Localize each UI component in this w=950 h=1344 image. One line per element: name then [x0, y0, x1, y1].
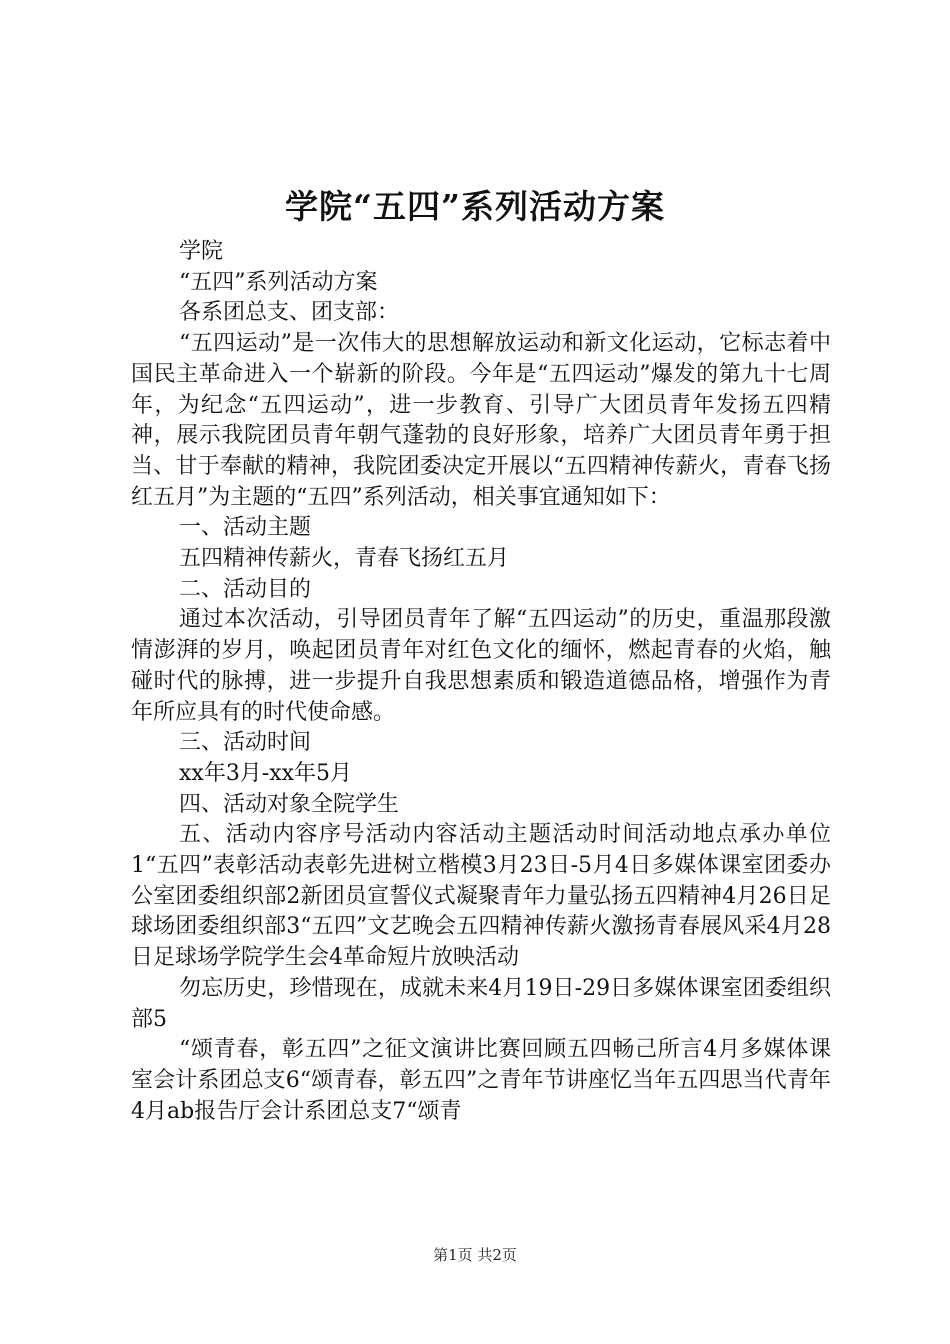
section-heading: 四、活动对象全院学生: [179, 791, 400, 817]
paragraph: 各系团总支、团支部：: [179, 300, 400, 326]
paragraph: xx年3月-xx年5月: [179, 760, 353, 786]
paragraph: 五、活动内容序号活动内容活动主题活动时间活动地点承办单位1“五四”表彰活动表彰先进树立楷模3月23日-5月4日多媒体课室团委办公室团委组织部2新团员宣誓仪式凝聚青年力量弘扬五四精神4月26日足球场团委组织部3“五四”文艺晚会五四精神传薪火激扬青春展风采4月28日足球场学院学生会4革命短片放映活动: [131, 822, 831, 971]
section-heading: 一、活动主题: [179, 515, 312, 541]
paragraph: 五四精神传薪火，青春飞扬红五月: [179, 546, 510, 572]
document-body: [131, 237, 831, 1127]
paragraph: 学院: [179, 239, 224, 264]
paragraph: 通过本次活动，引导团员青年了解“五四运动”的历史，重温那段激情澎湃的岁月，唤起团员青年对红色文化的缅怀，燃起青春的火焰，触碰时代的脉搏，进一步提升自我思想素质和锻造道德品格，增强作为青年所应具有的时代使命感。: [131, 607, 831, 725]
paragraph: 勿忘历史，珍惜现在，成就未来4月19日-29日多媒体课室团委组织部5: [131, 975, 831, 1032]
paragraph: “五四”系列活动方案: [179, 269, 378, 295]
section-heading: 三、活动时间: [179, 730, 312, 756]
document-title: 学院“五四”系列活动方案: [285, 187, 665, 226]
section-heading: 二、活动目的: [179, 576, 312, 602]
page-footer: 第1页 共2页: [433, 1246, 517, 1264]
paragraph: “颂青春，彰五四”之征文演讲比赛回顾五四畅己所言4月多媒体课室会计系团总支6“颂青春，彰五四”之青年节讲座忆当年五四思当代青年4月ab报告厅会计系团总支7“颂青: [131, 1037, 831, 1124]
paragraph: “五四运动”是一次伟大的思想解放运动和新文化运动，它标志着中国民主革命进入一个崭新的阶段。今年是“五四运动”爆发的第九十七周年，为纪念“五四运动”，进一步教育、引导广大团员青年发扬五四精神，展示我院团员青年朝气蓬勃的良好形象，培养广大团员青年勇于担当、甘于奉献的精神，我院团委决定开展以“五四精神传薪火，青春飞扬红五月”为主题的“五四”系列活动，相关事宜通知如下：: [131, 331, 831, 510]
